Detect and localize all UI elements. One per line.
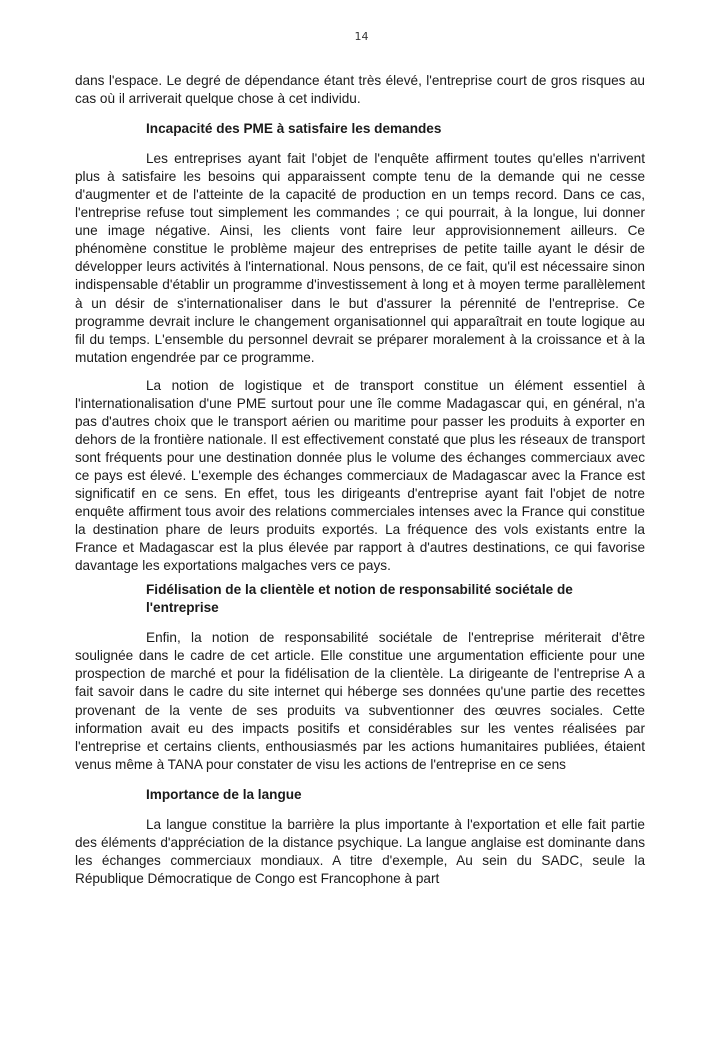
document-body [75,72,645,888]
page-number: 14 [354,30,369,43]
paragraph-entreprises: Les entreprises ayant fait l'objet de l'enquête affirment toutes qu'elles n'arrivent plus à satisfaire les besoins qui apparaissent compte tenu de la demande qui ne cesse d'augmenter et de l'atteinte de la capacité de production en un temps record. Dans ce cas, l'entreprise refuse tout simplement les commandes ; ce qui pourrait, à la longue, lui donner une image négative. Ainsi, les clients vont faire leur approvisionnement ailleurs. Ce phénomène constitue le problème majeur des entreprises de petite taille ayant le désir de développer leurs activités à l'international. Nous pensons, de ce fait, qu'il est nécessaire sinon indispensable d'établir un programme d'investissement à long et à moyen terme parallèlement à un désir de s'internationaliser dans le but d'assurer la pérennité de l'entreprise. Ce programme devrait inclure le changement organisationnel qui apparaîtrait en toute logique au fil du temps. L'ensemble du personnel devrait se préparer moralement à la croissance et à la mutation engendrée par ce programme. [75,151,645,365]
paragraph-langue: La langue constitue la barrière la plus importante à l'exportation et elle fait partie des éléments d'appréciation de la distance psychique. La langue anglaise est dominante dans les échanges commerciaux mondiaux. A titre d'exemple, Au sein du SADC, seule la République Démocratique de Congo est Francophone à part [75,816,645,886]
paragraph-logistique: La notion de logistique et de transport constitue un élément essentiel à l'internationalisation d'une PME surtout pour une île comme Madagascar qui, en général, n'a pas d'autres choix que le transport aérien ou maritime pour passer les produits à exporter en dehors de la frontière nationale. Il est effectivement constaté que plus les réseaux de transport sont fréquents pour une destination donnée plus le volume des échanges commerciaux avec ce pays est élevé. L'exemple des échanges commerciaux de Madagascar avec la France est significatif en ce sens. En effet, tous les dirigeants d'entreprise ayant fait l'objet de notre enquête affirment tous avoir des relations commerciales intenses avec la France qui constitue la destination phare de leurs produits exportés. La fréquence des vols existants entre la France et Madagascar est la plus élevée par rapport à d'autres destinations, ce qui favorise davantage les exportations malgaches vers ce pays. [75,377,645,574]
paragraph-responsabilite: Enfin, la notion de responsabilité sociétale de l'entreprise mériterait d'être soulignée dans le cadre de cet article. Elle constitue une argumentation efficiente pour une prospection de marché et pour la fidélisation de la clientèle. La dirigeante de l'entreprise A a fait savoir dans le cadre du site internet qui héberge ses données qu'une partie des recettes provenant de la vente de ses produits va subventionner des œuvres sociales. Cette information avait eu des impacts positifs et considérables sur les ventes réalisées par l'entreprise et certains clients, enthousiasmés par les actions humanitaires publiées, étaient venus même à TANA pour constater de visu les actions de l'entreprise en ce sens [75,630,645,772]
section-heading-incapacite: Incapacité des PME à satisfaire les demandes [146,121,442,137]
section-heading-fidelisation: Fidélisation de la clientèle et notion de responsabilité sociétale de l'entreprise [146,582,573,616]
section-heading-langue: Importance de la langue [146,786,302,802]
paragraph-continuation: dans l'espace. Le degré de dépendance étant très élevé, l'entreprise court de gros risques au cas où il arriverait quelque chose à cet individu. [75,73,645,107]
